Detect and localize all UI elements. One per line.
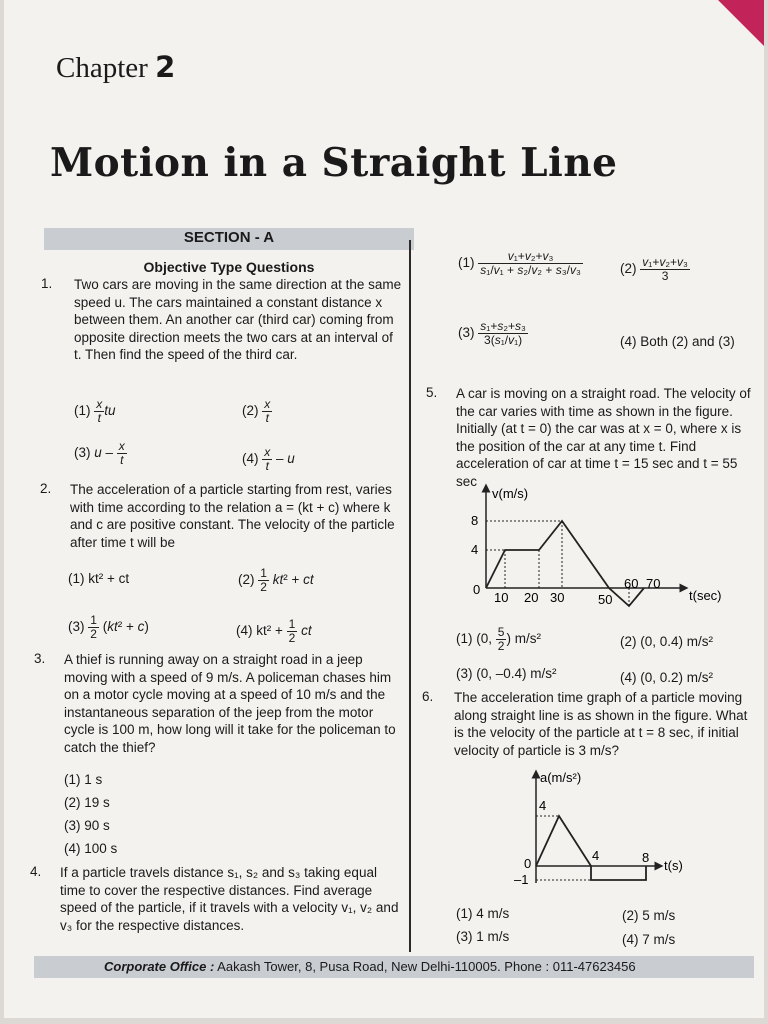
option-3: (3) u – $\frac{x}{t}$	[74, 439, 125, 467]
option-1: (1) 4 m/s	[456, 906, 510, 921]
page-title: Motion in a Straight Line	[50, 140, 618, 186]
page	[4, 0, 764, 1018]
option-2: (2) 5 m/s	[622, 908, 676, 923]
footer-label: Corporate Office :	[104, 959, 215, 974]
y-axis-label: v(m/s)	[492, 486, 529, 501]
velocity-time-graph	[444, 478, 734, 618]
x-axis-label: t(s)	[664, 858, 683, 873]
option-3: (3) $\frac{1}{2}$ (kt² + c)	[68, 613, 149, 641]
section-subtitle: Objective Type Questions	[143, 259, 315, 275]
option-3: (3) (0, –0.4) m/s²	[456, 666, 557, 681]
chapter-number: 2	[155, 50, 176, 84]
chapter-heading	[56, 50, 175, 85]
tick-label: 4	[592, 848, 600, 863]
option-3: (3) $\frac{\text{s₁+s₂+s₃}}{\text{3(s₁/v₁)}}$	[458, 319, 526, 347]
tick-label: 10	[494, 590, 509, 605]
option-1: (1) 1 s	[64, 772, 103, 787]
y-axis-label: a(m/s²)	[540, 770, 582, 785]
question-number: 2.	[40, 481, 52, 496]
tick-label: 50	[598, 592, 613, 607]
question-text: The acceleration time graph of a particle moving along straight line is as shown in the figure. What is the velocity of the particle at t = 8 sec, if initial velocity of particle is 3 m/s?	[454, 690, 748, 758]
question-number: 1.	[41, 276, 53, 291]
option-2: (2) $\frac{1}{2}$ kt² + ct	[238, 566, 314, 594]
footer-text: Aakash Tower, 8, Pusa Road, New Delhi-110005. Phone : 011-47623456	[214, 959, 636, 974]
velocity-curve	[486, 521, 644, 606]
footer	[104, 959, 636, 974]
option-4: (4) (0, 0.2) m/s²	[620, 670, 714, 685]
option-1: (1) $\frac{\text{v₁+v₂+v₃}}{\text{s₁/v₁ + s₂/v₂ + s₃/v₃}}$	[458, 249, 581, 277]
option-4: (4) Both (2) and (3)	[620, 334, 735, 349]
question-text: Two cars are moving in the same direction at the same speed u. The cars maintained a constant distance x between them. An another car (third car) coming from opposite direction meets the two cars at an interval of t. Then find the speed of the third car.	[74, 277, 402, 362]
option-4: (4) 100 s	[64, 841, 118, 856]
x-axis-label: t(sec)	[689, 588, 722, 603]
question-text: The acceleration of a particle starting from rest, varies with time according to the relation a = (kt + c) where k and c are positive constant. The velocity of the particle after time t will be	[70, 482, 395, 550]
acceleration-time-graph	[504, 768, 704, 898]
option-4: (4) $\frac{x}{t}$ – u	[242, 445, 295, 473]
page-corner-mark	[718, 0, 764, 46]
section-title: SECTION - A	[183, 229, 275, 246]
question-number: 6.	[422, 689, 434, 704]
option-3: (3) 1 m/s	[456, 929, 510, 944]
option-2: (2) $\frac{x}{t}$	[242, 397, 271, 425]
option-1: (1) $\frac{x}{t}$ tu	[74, 397, 116, 425]
tick-label: 4	[471, 542, 479, 557]
tick-label: 30	[550, 590, 565, 605]
option-4: (4) kt² + $\frac{1}{2}$ ct	[236, 617, 312, 645]
option-2: (2) (0, 0.4) m/s²	[620, 634, 714, 649]
tick-label: 0	[473, 582, 481, 597]
question-number: 3.	[34, 651, 46, 666]
tick-label: 4	[539, 798, 547, 813]
option-3: (3) 90 s	[64, 818, 110, 833]
tick-label: 8	[642, 850, 650, 865]
acceleration-curve	[591, 866, 646, 880]
option-4: (4) 7 m/s	[622, 932, 676, 947]
chapter-label: Chapter	[56, 52, 148, 84]
option-1: (1) (0, $\frac{5}{2}$ ) m/s²	[456, 625, 541, 653]
tick-label: 70	[646, 576, 661, 591]
option-2: (2) $\frac{\text{v₁+v₂+v₃}}{3}$	[620, 255, 688, 283]
question-text: A thief is running away on a straight road in a jeep moving with a speed of 9 m/s. A policeman chases him on a motor cycle moving at a speed of 10 m/s and the instantaneous separation of the jeep from the motor cycle is 100 m, how long will it take for the policeman to catch the thief?	[64, 652, 396, 755]
tick-label: 20	[524, 590, 539, 605]
tick-label: 60	[624, 576, 639, 591]
option-1: (1) kt² + ct	[68, 571, 130, 586]
tick-label: –1	[514, 872, 529, 887]
tick-label: 0	[524, 856, 532, 871]
question-text: A car is moving on a straight road. The velocity of the car varies with time as shown in the figure. Initially (at t = 0) the car was at x = 0, where x is the position of the car at any time t. Find acceleration of car at time t = 15 sec and t = 55 sec	[456, 386, 751, 489]
question-text: If a particle travels distance s₁, s₂ and s₃ taking equal time to cover the respective distances. Find average speed of the particle, if it travels with a velocity v₁, v₂ and v₃ for the respective distances.	[60, 865, 399, 933]
question-number: 5.	[426, 385, 438, 400]
option-2: (2) 19 s	[64, 795, 110, 810]
acceleration-curve	[536, 816, 591, 866]
question-number: 4.	[30, 864, 42, 879]
tick-label: 8	[471, 513, 479, 528]
column-divider	[409, 240, 411, 952]
